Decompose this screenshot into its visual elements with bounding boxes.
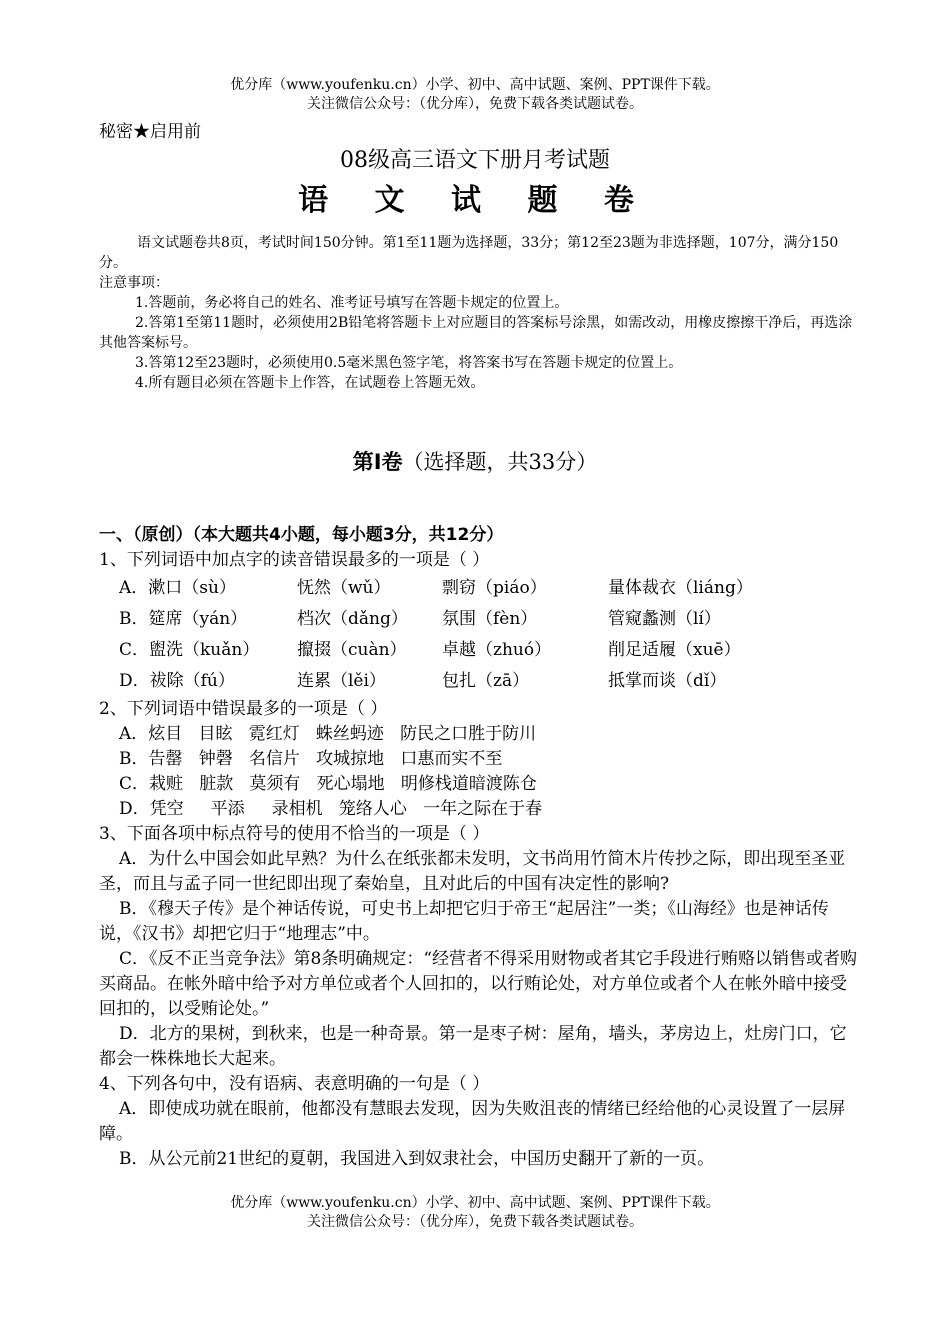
- notice-item-4: 4.所有题目必须在答题卡上作答，在试题卷上答题无效。: [135, 375, 485, 391]
- question-3-option-b: B．《穆天子传》是个神话传说，可史书上却把它归于帝王“起居注”一类；《山海经》也是神话传说，《汉书》却把它归于“地理志”中。: [99, 899, 829, 944]
- question-3-option-a: A．为什么中国会如此早熟？为什么在纸张都未发明，文书尚用竹简木片传抄之际，即出现至圣亚圣，而且与孟子同一世纪即出现了秦始皇，且对此后的中国有决定性的影响?: [99, 849, 846, 894]
- option-cell: 攛掇（cuàn）: [297, 640, 407, 660]
- option-cell: 连累（lěi）: [297, 671, 386, 691]
- question-2-option-b: B．告罄 钟磬 名信片 攻城掠地 口惠而实不至: [119, 749, 503, 769]
- footer-line-1: 优分库（www.youfenku.cn）小学、初中、高中试题、案例、PPT课件下载。: [230, 1195, 720, 1211]
- question-1-option-a: [99, 573, 859, 604]
- option-cell: B．筵席（yán）: [119, 609, 248, 629]
- question-3-option-d: D．北方的果树，到秋来，也是一种奇景。第一是枣子树：屋角，墙头，茅房边上，灶房门口，它都会一株株地长大起来。: [99, 1024, 847, 1069]
- part-one-label: 第Ⅰ卷: [352, 450, 403, 474]
- question-3-option-c: C．《反不正当竞争法》第8条明确规定：“经营者不得采用财物或者其它手段进行贿赂以销售或者购买商品。在帐外暗中给予对方单位或者个人回扣的，以行贿论处，对方单位或者个人在帐外暗中接受回扣的，以受贿论处。”: [99, 949, 858, 1019]
- notice-item-3: 3.答第12至23题时，必须使用0.5毫米黑色签字笔，将答案书写在答题卡规定的位置上。: [135, 355, 683, 371]
- option-cell: 抵掌而谈（dǐ）: [608, 671, 727, 691]
- option-cell: 氛围（fèn）: [442, 609, 538, 629]
- option-cell: 剽窃（piáo）: [442, 578, 547, 598]
- question-2-option-d: D．凭空 平添 录相机 笼络人心 一年之际在于春: [119, 799, 543, 819]
- notice-heading: 注意事项：: [99, 275, 169, 291]
- option-cell: A．漱口（sù）: [119, 578, 236, 598]
- notice-item-1: 1.答题前，务必将自己的姓名、准考证号填写在答题卡规定的位置上。: [135, 295, 569, 311]
- secret-label: 秘密★启用前: [99, 122, 201, 142]
- question-4-option-a: A．即使成功就在眼前，他都没有慧眼去发现，因为失败沮丧的情绪已经给他的心灵设置了一层屏障。: [99, 1099, 846, 1144]
- intro-paragraph: 语文试题卷共8页，考试时间150分钟。第1至11题为选择题，33分；第12至23题为非选择题，107分，满分150分。: [99, 235, 839, 271]
- question-1-option-b: [99, 604, 859, 635]
- question-1-stem: 1、下列词语中加点字的读音错误最多的一项是（ ）: [99, 550, 490, 570]
- notice-item-2: 2.答第1至第11题时，必须使用2B铅笔将答题卡上对应题目的答案标号涂黑，如需改动，用橡皮擦擦干净后，再选涂其他答案标号。: [99, 315, 853, 351]
- header-line-1: 优分库（www.youfenku.cn）小学、初中、高中试题、案例、PPT课件下载。: [230, 77, 720, 93]
- header-line-2: 关注微信公众号：（优分库），免费下载各类试题试卷。: [307, 96, 643, 112]
- question-4-stem: 4、下列各句中，没有语病、表意明确的一句是（ ）: [99, 1074, 490, 1094]
- option-cell: 卓越（zhuó）: [442, 640, 552, 660]
- question-1-option-c: [99, 635, 859, 666]
- option-cell: 管窥蠡测（lí）: [608, 609, 721, 629]
- question-2-option-a: A．炫目 目眩 霓红灯 蛛丝蚂迹 防民之口胜于防川: [119, 724, 537, 744]
- section-heading: 一、（原创）（本大题共4小题，每小题3分，共12分）: [99, 525, 504, 545]
- questions: [99, 523, 859, 1172]
- option-cell: 档次（dǎng）: [297, 609, 408, 629]
- question-4-option-b: B．从公元前21世纪的夏朝，我国进入到奴隶社会，中国历史翻开了新的一页。: [119, 1149, 715, 1169]
- part-one-title: [0, 446, 950, 476]
- exam-title: 08级高三语文下册月考试题: [340, 148, 610, 173]
- question-3-stem: 3、下面各项中标点符号的使用不恰当的一项是（ ）: [99, 824, 490, 844]
- option-cell: 量体裁衣（liáng）: [608, 578, 753, 598]
- paper-title: 语 文 试 题 卷: [298, 183, 652, 218]
- question-2-stem: 2、下列词语中错误最多的一项是（ ）: [99, 699, 388, 719]
- instructions: [99, 233, 859, 393]
- question-2-option-c: C．栽赃 脏款 莫须有 死心塌地 明修栈道暗渡陈仓: [119, 774, 537, 794]
- footer-line-2: 关注微信公众号：（优分库），免费下载各类试题试卷。: [307, 1214, 643, 1230]
- question-1-option-d: [99, 666, 859, 697]
- option-cell: D．祓除（fú）: [119, 671, 235, 691]
- part-one-desc: （选择题，共33分）: [402, 450, 598, 474]
- option-cell: C．盥洗（kuǎn）: [119, 640, 260, 660]
- option-cell: 包扎（zā）: [442, 671, 530, 691]
- option-cell: 削足适履（xuē）: [608, 640, 741, 660]
- option-cell: 怃然（wǔ）: [297, 578, 391, 598]
